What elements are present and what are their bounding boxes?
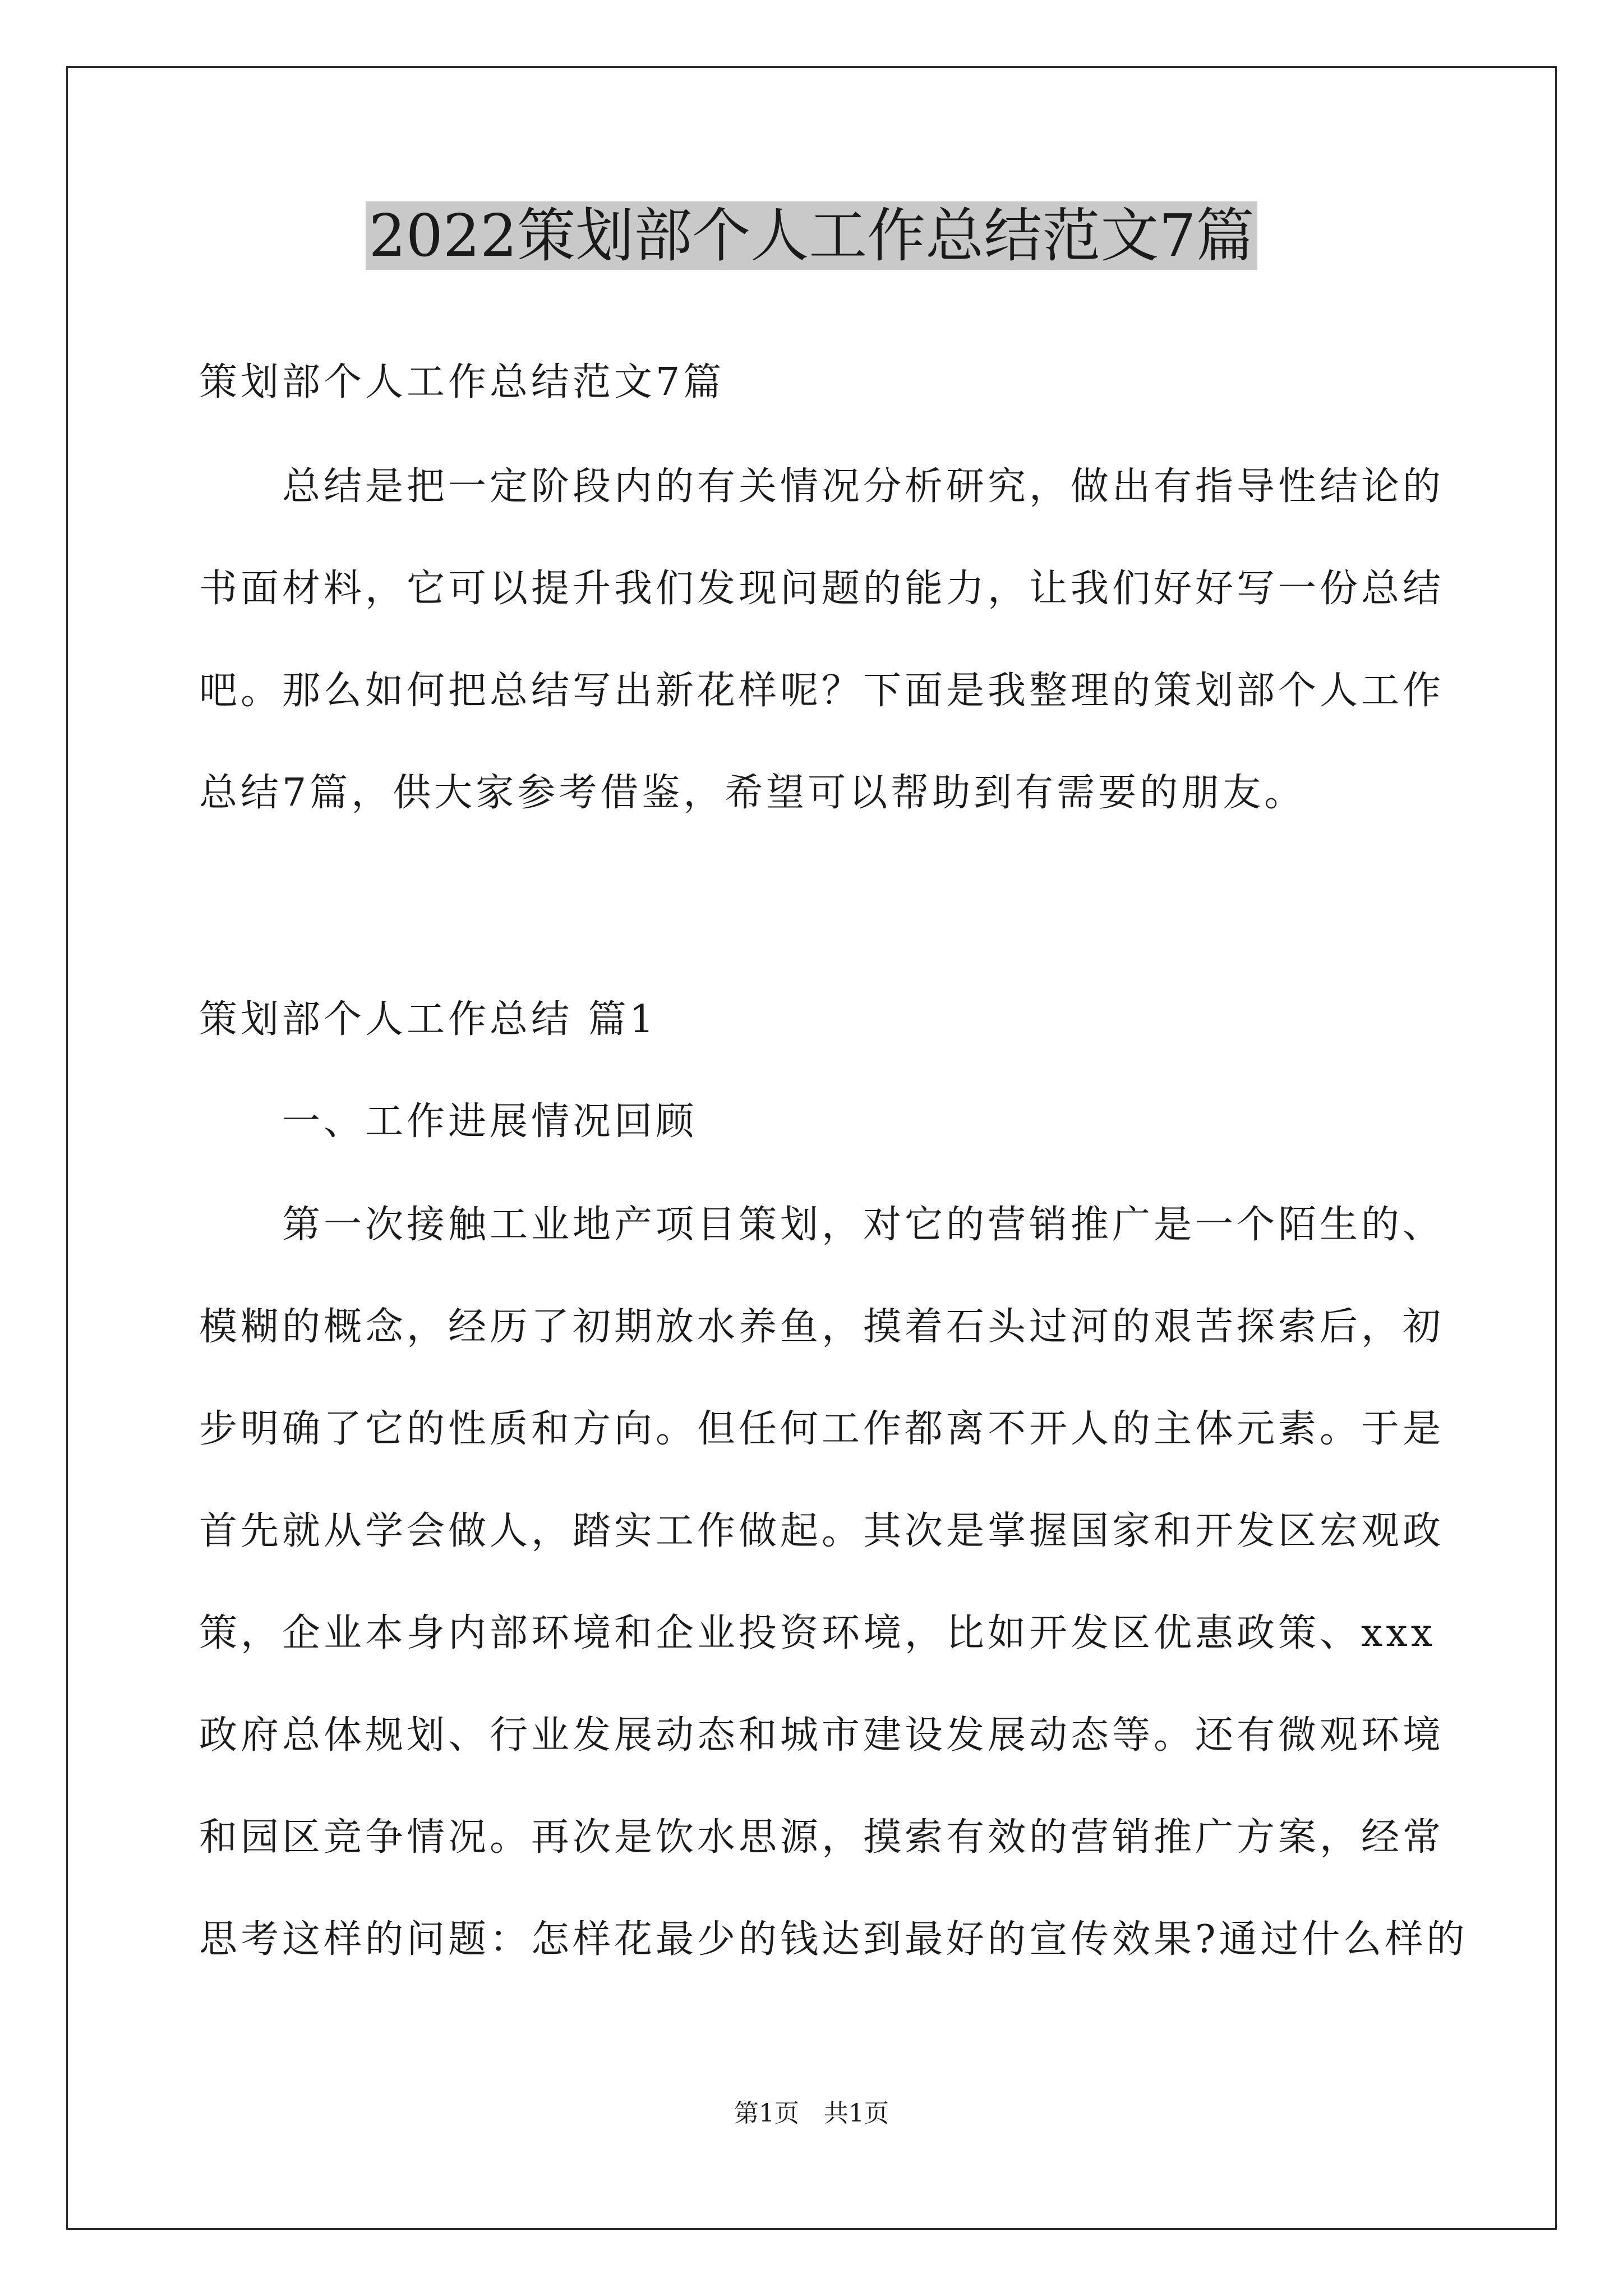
body-line-6: 政府总体规划、行业发展动态和城市建设发展动态等。还有微观环境 (199, 1713, 1445, 1757)
section-subheading: 一、工作进展情况回顾 (199, 1099, 698, 1144)
body-line-8: 思考这样的问题：怎样花最少的钱达到最好的宣传效果?通过什么样的 (199, 1917, 1468, 1962)
document-subtitle: 策划部个人工作总结范文7篇 (199, 360, 725, 404)
body-line-2: 模糊的概念，经历了初期放水养鱼，摸着石头过河的艰苦探索后，初 (199, 1305, 1445, 1349)
body-line-1: 第一次接触工业地产项目策划，对它的营销推广是一个陌生的、 (199, 1203, 1445, 1247)
body-line-3: 步明确了它的性质和方向。但任何工作都离不开人的主体元素。于是 (199, 1407, 1445, 1451)
body-line-7: 和园区竞争情况。再次是饮水思源，摸索有效的营销推广方案，经常 (199, 1815, 1445, 1860)
intro-line-4: 总结7篇，供大家参考借鉴，希望可以帮助到有需要的朋友。 (199, 771, 1306, 815)
intro-line-3: 吧。那么如何把总结写出新花样呢？下面是我整理的策划部个人工作 (199, 669, 1445, 713)
page-footer: 第1页 共1页 (734, 2099, 889, 2128)
body-line-5: 策，企业本身内部环境和企业投资环境，比如开发区优惠政策、xxx (199, 1611, 1436, 1655)
intro-line-1: 总结是把一定阶段内的有关情况分析研究，做出有指导性结论的 (199, 464, 1445, 509)
document-title-text: 2022策划部个人工作总结范文7篇 (366, 201, 1258, 270)
body-line-4: 首先就从学会做人，踏实工作做起。其次是掌握国家和开发区宏观政 (199, 1509, 1445, 1553)
document-title (0, 194, 1623, 278)
section-heading: 策划部个人工作总结 篇1 (199, 997, 657, 1042)
intro-line-2: 书面材料，它可以提升我们发现问题的能力，让我们好好写一份总结 (199, 567, 1445, 611)
